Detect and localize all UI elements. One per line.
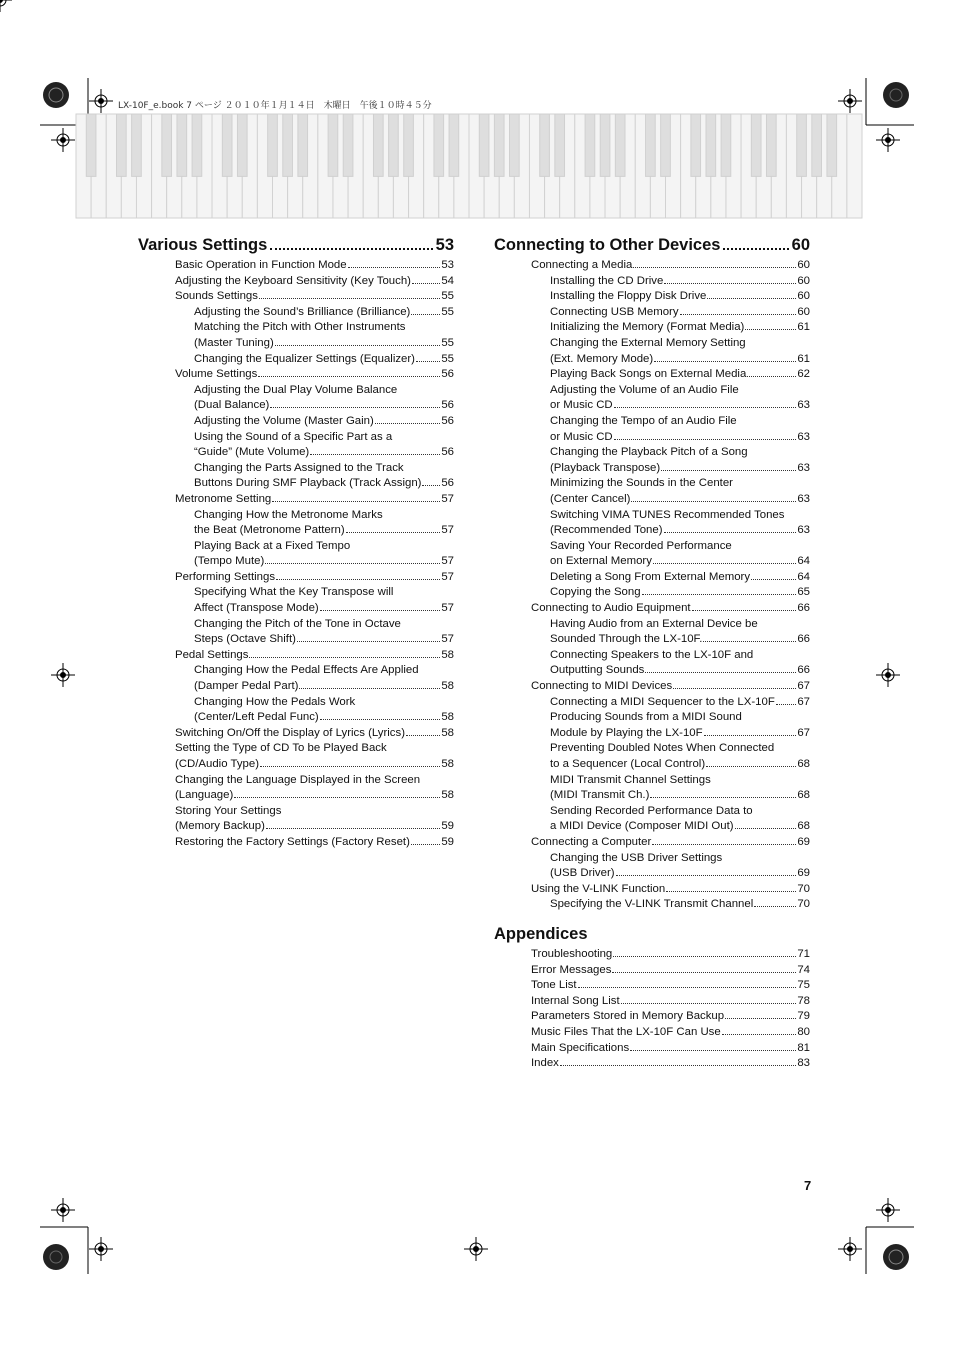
toc-entry-title: Sending Recorded Performance Data to — [550, 804, 753, 817]
dot-leader — [560, 1065, 796, 1066]
toc-entry-title: Matching the Pitch with Other Instruments — [194, 321, 406, 334]
toc-column-left — [138, 234, 454, 851]
toc-entry-title: “Guide” (Mute Volume) — [194, 446, 310, 459]
toc-entry-page: 56 — [441, 399, 454, 412]
dot-leader — [613, 956, 796, 957]
dot-leader — [666, 891, 796, 892]
toc-entry-page: 57 — [441, 633, 454, 646]
dot-leader — [275, 345, 441, 346]
dot-leader — [722, 1034, 797, 1035]
toc-entry-title: Adjusting the Volume (Master Gain) — [194, 414, 374, 427]
toc-entry[interactable] — [550, 585, 810, 601]
toc-entry-page: 55 — [441, 290, 454, 303]
dot-leader — [299, 688, 440, 689]
toc-entry-page: 56 — [441, 477, 454, 490]
toc-entry-title: (MIDI Transmit Ch.) — [550, 789, 650, 802]
toc-entry-title: or Music CD — [550, 399, 613, 412]
dot-leader — [276, 579, 440, 580]
toc-entry-title: Setting the Type of CD To be Played Back — [175, 742, 387, 755]
toc-entry-title: a MIDI Device (Composer MIDI Out) — [550, 820, 734, 833]
toc-entry-page: 63 — [797, 492, 810, 505]
toc-entry-page: 68 — [797, 758, 810, 770]
toc-entry[interactable] — [531, 601, 810, 617]
toc-entry-title: Playing Back at a Fixed Tempo — [194, 539, 351, 552]
toc-entry-title: (USB Driver) — [550, 867, 615, 880]
toc-entry[interactable] — [531, 947, 810, 963]
toc-entry-title: or Music CD — [550, 430, 613, 443]
toc-entry[interactable] — [531, 963, 810, 979]
toc-entry[interactable] — [550, 383, 810, 414]
dot-leader — [259, 298, 440, 299]
toc-entry[interactable] — [550, 445, 810, 476]
toc-entry[interactable] — [531, 835, 810, 851]
toc-entry-title: (Dual Balance) — [194, 399, 270, 412]
dot-leader — [680, 314, 797, 315]
toc-entry[interactable] — [194, 508, 454, 539]
toc-entry-title: (Recommended Tone) — [550, 524, 663, 537]
dot-leader — [747, 376, 796, 377]
dot-leader — [645, 672, 796, 673]
toc-entry-title: Changing How the Pedal Effects Are Applied — [194, 664, 419, 677]
toc-entry-title: Adjusting the Volume of an Audio File — [550, 383, 739, 396]
toc-entry-page: 58 — [441, 648, 454, 661]
toc-entry-page: 80 — [797, 1025, 810, 1038]
piano-keyboard-banner — [0, 0, 954, 230]
dot-leader — [412, 283, 440, 284]
toc-entry-title: Using the V-LINK Function — [531, 882, 666, 895]
dot-leader — [621, 1003, 797, 1004]
toc-entry-title: MIDI Transmit Channel Settings — [550, 773, 711, 786]
toc-entry-title: (Tempo Mute) — [194, 555, 265, 568]
toc-entry-page: 58 — [441, 680, 454, 693]
toc-entry-page: 60 — [797, 305, 810, 318]
toc-entry-page: 58 — [441, 726, 454, 739]
dot-leader — [614, 407, 797, 408]
toc-entry-title: Internal Song List — [531, 994, 620, 1007]
toc-entry[interactable] — [531, 1025, 810, 1041]
toc-entry-title: Playing Back Songs on External Media — [550, 368, 747, 381]
toc-entry-title: the Beat (Metronome Pattern) — [194, 524, 345, 537]
toc-entry-page: 83 — [797, 1057, 810, 1070]
toc-entry-title: Connecting to Audio Equipment — [531, 602, 691, 615]
dot-leader — [320, 719, 441, 720]
dot-leader — [346, 532, 441, 533]
dot-leader — [616, 875, 797, 876]
toc-entry[interactable] — [531, 1041, 810, 1057]
toc-entry[interactable] — [194, 695, 454, 726]
dot-leader — [704, 735, 797, 736]
toc-entry[interactable] — [550, 617, 810, 648]
toc-entry-title: Installing the Floppy Disk Drive — [550, 290, 707, 303]
toc-entry-page: 68 — [797, 789, 810, 802]
toc-entry-page: 70 — [797, 898, 810, 911]
toc-entry-title: Copying the Song — [550, 586, 641, 599]
dot-leader — [745, 329, 796, 330]
toc-entry-page: 61 — [797, 352, 810, 365]
toc-column-right — [494, 234, 810, 1072]
dot-leader — [612, 972, 796, 973]
toc-entry-title: Error Messages — [531, 963, 612, 976]
toc-entry-page: 69 — [797, 835, 810, 848]
toc-entry[interactable] — [194, 585, 454, 616]
toc-entry[interactable] — [175, 274, 454, 290]
dot-leader — [754, 906, 796, 907]
toc-entry-title: Installing the CD Drive — [550, 274, 664, 287]
toc-entry-page: 63 — [797, 430, 810, 443]
section-heading-various-settings[interactable]: Various Settings 53 — [138, 236, 454, 254]
toc-entry-page: 57 — [441, 524, 454, 537]
toc-entry[interactable] — [531, 1009, 810, 1025]
toc-entry-page: 63 — [797, 399, 810, 412]
toc-entry-page: 58 — [441, 758, 454, 770]
toc-entry[interactable] — [175, 835, 454, 851]
dot-leader — [265, 563, 440, 564]
toc-entry[interactable] — [550, 741, 810, 772]
toc-entry-title: Adjusting the Sound’s Brilliance (Brilliance) — [194, 305, 411, 318]
dot-leader — [411, 844, 440, 845]
toc-entry[interactable] — [194, 539, 454, 570]
toc-entry-title: Parameters Stored in Memory Backup — [531, 1010, 725, 1023]
toc-entry-title: Producing Sounds from a MIDI Sound — [550, 711, 742, 724]
toc-entry-page: 57 — [441, 555, 454, 568]
toc-entry-title: Changing the Pitch of the Tone in Octave — [194, 617, 401, 630]
toc-entry-title: Connecting a Computer — [531, 835, 652, 848]
dot-leader — [706, 766, 796, 767]
toc-entry-title: Deleting a Song From External Memory — [550, 570, 751, 583]
toc-entry-title: Index — [531, 1057, 559, 1070]
dot-leader — [735, 828, 797, 829]
section-heading-connecting-devices[interactable]: Connecting to Other Devices 60 — [494, 236, 810, 254]
toc-entry[interactable] — [194, 352, 454, 368]
toc-entry[interactable] — [550, 804, 810, 835]
toc-entry[interactable] — [175, 570, 454, 586]
toc-entry-title: Initializing the Memory (Format Media) — [550, 321, 745, 334]
toc-entry-page: 59 — [441, 835, 454, 848]
dot-leader — [664, 283, 796, 284]
toc-entry[interactable] — [175, 648, 454, 664]
print-header-info: LX-10F_e.book 7 ページ ２０１０年１月１４日 木曜日 午後１０時４５分 — [118, 101, 432, 111]
toc-entry-title: Using the Sound of a Specific Part as a — [194, 430, 393, 443]
toc-entry-title: Main Specifications — [531, 1041, 630, 1054]
toc-entry-title: Connecting to MIDI Devices — [531, 680, 673, 693]
dot-leader — [234, 797, 440, 798]
toc-entry-page: 75 — [797, 979, 810, 992]
toc-entry-page: 69 — [797, 867, 810, 880]
toc-entry-title: Adjusting the Dual Play Volume Balance — [194, 383, 398, 396]
toc-entry-page: 61 — [797, 321, 810, 334]
toc-entry-title: (Damper Pedal Part) — [194, 680, 299, 693]
toc-entry-title: Tone List — [531, 979, 577, 992]
toc-entry-title: Specifying the V-LINK Transmit Channel — [550, 898, 754, 911]
toc-entry-title: Minimizing the Sounds in the Center — [550, 477, 733, 490]
toc-entry-title: Affect (Transpose Mode) — [194, 602, 319, 615]
toc-entry[interactable] — [194, 320, 454, 351]
dot-leader — [776, 704, 797, 705]
toc-entry-page: 57 — [441, 602, 454, 615]
toc-entry[interactable] — [531, 258, 810, 274]
dot-leader — [270, 407, 440, 408]
toc-entry-title: Performing Settings — [175, 570, 276, 583]
toc-entry-title: Sounds Settings — [175, 290, 258, 303]
dot-leader — [630, 1050, 796, 1051]
dot-leader — [703, 641, 796, 642]
toc-entry[interactable] — [550, 897, 810, 913]
toc-entry-page: 65 — [797, 586, 810, 599]
toc-entry-title: Troubleshooting — [531, 947, 613, 960]
toc-entry-page: 71 — [797, 947, 810, 960]
toc-entry[interactable] — [175, 258, 454, 274]
toc-entry-title: (Memory Backup) — [175, 820, 265, 833]
toc-entry[interactable] — [194, 663, 454, 694]
toc-list-connecting-devices — [494, 258, 810, 913]
toc-entry-title: (Master Tuning) — [194, 336, 274, 349]
toc-entry-title: Connecting Speakers to the LX-10F and — [550, 648, 754, 661]
toc-entry-title: Steps (Octave Shift) — [194, 633, 296, 646]
toc-entry-title: on External Memory — [550, 555, 652, 568]
dot-leader — [725, 1018, 796, 1019]
toc-entry-page: 55 — [441, 305, 454, 318]
toc-entry-title: Buttons During SMF Playback (Track Assign) — [194, 477, 422, 490]
toc-entry-title: Changing the USB Driver Settings — [550, 851, 723, 864]
toc-entry[interactable] — [175, 804, 454, 835]
toc-entry-page: 64 — [797, 570, 810, 583]
toc-entry-title: Pedal Settings — [175, 648, 249, 661]
toc-entry-page: 66 — [797, 602, 810, 615]
dot-leader — [751, 579, 796, 580]
dot-leader — [650, 797, 796, 798]
toc-entry-title: (Center Cancel) — [550, 492, 631, 505]
toc-entry-title: Switching VIMA TUNES Recommended Tones — [550, 508, 785, 521]
toc-entry-title: Adjusting the Keyboard Sensitivity (Key Touch) — [175, 274, 411, 287]
toc-entry-page: 55 — [441, 352, 454, 365]
toc-entry-page: 62 — [797, 368, 810, 381]
dot-leader — [266, 828, 440, 829]
toc-entry-page: 74 — [797, 963, 810, 976]
toc-entry-page: 57 — [441, 492, 454, 505]
dot-leader — [661, 470, 796, 471]
toc-entry-title: Changing the Playback Pitch of a Song — [550, 446, 748, 459]
toc-entry-title: Connecting a Media — [531, 259, 633, 271]
dot-leader — [272, 501, 440, 502]
toc-entry-page: 58 — [441, 711, 454, 724]
toc-entry[interactable] — [531, 994, 810, 1010]
toc-list-various-settings — [138, 258, 454, 851]
toc-entry-page: 63 — [797, 461, 810, 474]
toc-entry[interactable] — [175, 289, 454, 305]
dot-leader — [416, 361, 440, 362]
toc-entry-title: Basic Operation in Function Mode — [175, 259, 347, 271]
dot-leader — [673, 688, 796, 689]
toc-entry-title: Music Files That the LX-10F Can Use — [531, 1025, 721, 1038]
dot-leader — [297, 641, 440, 642]
toc-entry-title: Changing the External Memory Setting — [550, 336, 746, 349]
toc-entry[interactable] — [550, 274, 810, 290]
toc-entry[interactable] — [550, 851, 810, 882]
toc-entry[interactable] — [550, 570, 810, 586]
toc-entry-page: 60 — [797, 290, 810, 303]
dot-leader — [692, 610, 797, 611]
toc-entry[interactable] — [175, 773, 454, 804]
page-number: 7 — [804, 1178, 812, 1193]
toc-entry-title: Metronome Setting — [175, 492, 272, 505]
toc-entry[interactable] — [550, 367, 810, 383]
dot-leader — [375, 423, 441, 424]
toc-entry-page: 58 — [441, 789, 454, 802]
toc-entry-page: 81 — [797, 1041, 810, 1054]
toc-entry-page: 78 — [797, 994, 810, 1007]
toc-entry[interactable] — [550, 336, 810, 367]
toc-entry-page: 67 — [797, 680, 810, 693]
toc-entry-title: (CD/Audio Type) — [175, 758, 259, 770]
toc-entry-page: 70 — [797, 882, 810, 895]
dot-leader — [422, 485, 440, 486]
toc-entry-title: Switching On/Off the Display of Lyrics (Lyrics) — [175, 726, 405, 739]
toc-entry-title: to a Sequencer (Local Control) — [550, 758, 706, 770]
toc-entry[interactable] — [550, 320, 810, 336]
dot-leader — [653, 563, 796, 564]
toc-entry-page: 67 — [797, 726, 810, 739]
toc-entry-title: Module by Playing the LX-10F — [550, 726, 703, 739]
toc-entry[interactable] — [550, 476, 810, 507]
toc-entry-page: 68 — [797, 820, 810, 833]
toc-entry-title: Preventing Doubled Notes When Connected — [550, 742, 775, 755]
dot-leader — [652, 844, 796, 845]
toc-entry-title: Connecting a MIDI Sequencer to the LX-10F — [550, 695, 775, 708]
toc-entry-page: 63 — [797, 524, 810, 537]
toc-entry-title: (Playback Transpose) — [550, 461, 661, 474]
toc-entry-title: (Language) — [175, 789, 234, 802]
toc-entry-title: Connecting USB Memory — [550, 305, 679, 318]
toc-entry[interactable] — [531, 679, 810, 695]
toc-entry-page: 59 — [441, 820, 454, 833]
toc-entry[interactable] — [550, 414, 810, 445]
toc-entry[interactable] — [194, 305, 454, 321]
toc-entry-page: 55 — [441, 336, 454, 349]
dot-leader — [348, 267, 441, 268]
toc-entry-title: Volume Settings — [175, 368, 258, 381]
toc-entry-page: 67 — [797, 695, 810, 708]
toc-entry-title: Changing the Equalizer Settings (Equalizer) — [194, 352, 415, 365]
toc-entry[interactable] — [550, 695, 810, 711]
toc-entry-title: Restoring the Factory Settings (Factory Reset) — [175, 835, 410, 848]
dot-leader — [664, 532, 797, 533]
toc-entry[interactable] — [194, 383, 454, 414]
toc-entry-page: 56 — [441, 414, 454, 427]
toc-entry-page: 66 — [797, 664, 810, 677]
dot-leader — [707, 298, 796, 299]
toc-entry-page: 64 — [797, 555, 810, 568]
dot-leader — [654, 361, 796, 362]
toc-entry[interactable] — [531, 882, 810, 898]
toc-entry-title: Changing the Language Displayed in the Screen — [175, 773, 421, 786]
dot-leader — [614, 439, 797, 440]
toc-entry-page: 54 — [441, 274, 454, 287]
toc-entry-page: 60 — [797, 274, 810, 287]
toc-entry-page: 66 — [797, 633, 810, 646]
toc-entry-title: Outputting Sounds — [550, 664, 645, 677]
toc-entry-page: 79 — [797, 1010, 810, 1023]
toc-entry[interactable] — [550, 710, 810, 741]
section-heading-appendices[interactable]: Appendices — [494, 924, 588, 943]
dot-leader — [411, 314, 440, 315]
toc-entry[interactable] — [550, 305, 810, 321]
toc-entry[interactable] — [175, 492, 454, 508]
toc-entry[interactable] — [550, 648, 810, 679]
toc-entry[interactable] — [194, 414, 454, 430]
toc-entry-title: Sounded Through the LX-10F. — [550, 633, 703, 646]
dot-leader — [258, 376, 440, 377]
toc-entry[interactable] — [175, 367, 454, 383]
toc-entry-page: 53 — [441, 259, 454, 271]
toc-entry[interactable] — [550, 508, 810, 539]
toc-entry-title: Storing Your Settings — [175, 804, 282, 817]
toc-entry[interactable] — [531, 978, 810, 994]
toc-entry-title: Changing the Parts Assigned to the Track — [194, 461, 404, 474]
toc-entry-page: 60 — [797, 259, 810, 271]
toc-list-appendices — [494, 947, 810, 1072]
toc-entry[interactable] — [550, 773, 810, 804]
dot-leader — [249, 657, 440, 658]
dot-leader — [642, 594, 797, 595]
toc-entry-page: 56 — [441, 368, 454, 381]
toc-entry-title: Changing How the Metronome Marks — [194, 508, 383, 521]
toc-entry-title: Changing How the Pedals Work — [194, 695, 356, 708]
dot-leader — [578, 987, 797, 988]
toc-entry-title: Saving Your Recorded Performance — [550, 539, 732, 552]
toc-entry[interactable] — [175, 741, 454, 772]
toc-entry[interactable] — [194, 461, 454, 492]
toc-entry[interactable] — [194, 430, 454, 461]
dot-leader — [310, 454, 440, 455]
toc-entry-title: Changing the Tempo of an Audio File — [550, 414, 737, 427]
toc-entry-title: Specifying What the Key Transpose will — [194, 586, 394, 599]
toc-entry[interactable] — [531, 1056, 810, 1072]
toc-entry[interactable] — [550, 539, 810, 570]
dot-leader — [633, 267, 796, 268]
toc-entry[interactable] — [550, 289, 810, 305]
dot-leader — [631, 501, 796, 502]
toc-entry-page: 56 — [441, 446, 454, 459]
toc-entry-title: (Ext. Memory Mode) — [550, 352, 654, 365]
dot-leader — [406, 735, 440, 736]
toc-entry[interactable] — [194, 617, 454, 648]
toc-entry[interactable] — [175, 726, 454, 742]
toc-entry-title: Having Audio from an External Device be — [550, 617, 758, 630]
dot-leader — [260, 766, 440, 767]
toc-entry-title: (Center/Left Pedal Func) — [194, 711, 319, 724]
toc-entry-page: 57 — [441, 570, 454, 583]
dot-leader — [320, 610, 441, 611]
